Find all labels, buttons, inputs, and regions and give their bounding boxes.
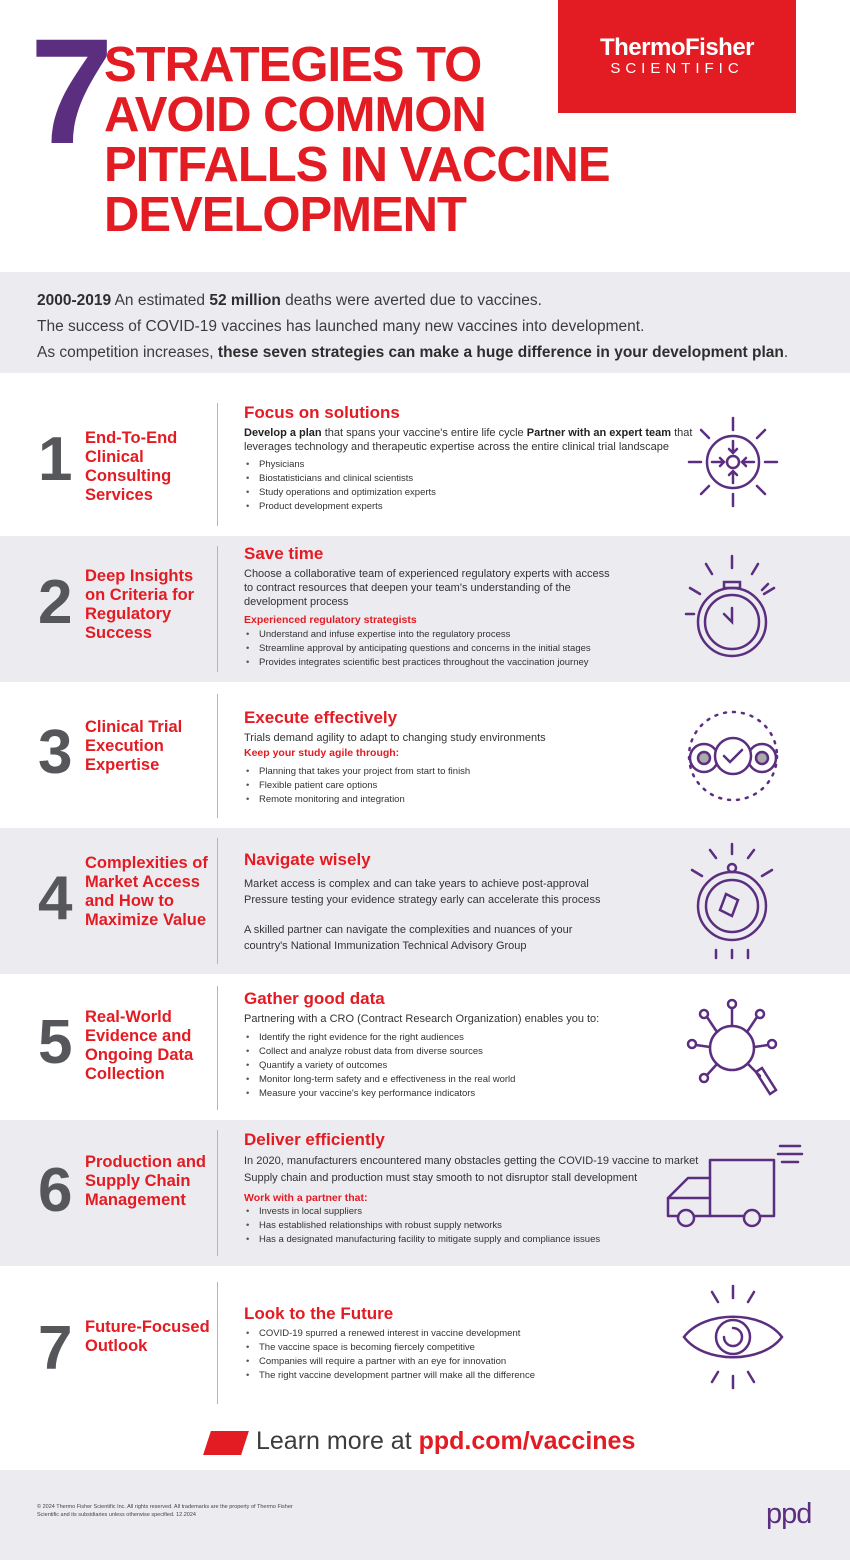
list-item: • Streamline approval by anticipating questions and concerns in the initial stages [244,642,694,656]
strategy-subheading: Keep your study agile through: [244,747,400,759]
list-item: • Identify the right evidence for the right audiences [244,1031,699,1045]
list-item: • Provides integrates scientific best practices throughout the vaccination journey [244,656,694,670]
strategy-name: Complexities of Market Access and How to Maximize Value [85,854,208,929]
strategy-section-4 [0,828,850,974]
strategy-heading: Look to the Future [244,1304,394,1323]
list-item: • Remote monitoring and integration [244,793,699,807]
red-accent-bar [203,1431,249,1455]
strategy-name: Production and Supply Chain Management [85,1153,206,1209]
strategy-heading: Deliver efficiently [244,1130,385,1149]
bullet-list [244,1327,699,1383]
strategy-section-5 [0,974,850,1120]
strategy-name: End-To-End Clinical Consulting Services [85,429,178,504]
strategy-body [244,544,694,670]
list-item: • Study operations and optimization experts [244,486,699,500]
magnifier-network-icon [686,996,782,1106]
strategy-body [244,989,699,1101]
strategy-body [244,403,699,514]
strategy-heading: Focus on solutions [244,403,400,422]
list-item: • Monitor long-term safety and e effectiveness in the real world [244,1073,699,1087]
strategy-name: Future-Focused Outlook [85,1318,210,1355]
strategy-number: 4 [38,864,73,933]
strategy-heading: Gather good data [244,989,385,1008]
strategy-section-2 [0,536,850,682]
list-item: • COVID-19 spurred a renewed interest in vaccine development [244,1327,699,1341]
intro-line-2: The success of COVID-19 vaccines has launched many new vaccines into development. [37,318,645,335]
strategy-name: Deep Insights on Criteria for Regulatory Success [85,567,195,642]
page-title: STRATEGIES TO AVOID COMMON PITFALLS IN VACCINE DEVELOPMENT [104,38,610,242]
bullet-list [244,765,699,807]
divider [217,1282,218,1404]
strategy-text: Partnering with a CRO (Contract Research Organization) enables you to: [244,1013,600,1025]
strategy-text: Market access is complex and can take years to achieve post-approval Pressure testing your evidence strategy early can accelerate this process [244,878,601,906]
gears-check-icon [680,708,786,804]
target-focus-icon [684,413,782,511]
divider [217,986,218,1110]
intro-band [0,272,850,373]
list-item: • Companies will require a partner with an eye for innovation [244,1355,699,1369]
strategy-number: 5 [38,1008,73,1077]
list-item: • Understand and infuse expertise into the regulatory process [244,628,694,642]
bullet-list [244,1031,699,1101]
delivery-truck-icon [664,1142,804,1234]
learn-more-text: Learn more at ppd.com/vaccines [256,1427,636,1455]
strategy-body [244,708,699,807]
ppd-logo[interactable]: ppd [766,1498,812,1530]
list-item: • Quantify a variety of outcomes [244,1059,699,1073]
intro-line-1: 2000-2019 An estimated 52 million deaths were averted due to vaccines. [37,292,542,309]
list-item: • Product development experts [244,500,699,514]
intro-line-3: As competition increases, these seven strategies can make a huge difference in your development plan. [37,344,789,361]
strategy-text: Develop a plan that spans your vaccine's entire life cycle Partner with an expert team that leverages technology and therapeutic expertise across the entire clinical trial landscape [244,427,693,453]
divider [217,1130,218,1256]
legal-text: © 2024 Thermo Fisher Scientific Inc. All rights reserved. All trademarks are the property of Thermo Fisher Scientific and its subsidiaries unless otherwise specified. 12.2024 [37,1504,293,1518]
list-item: • Measure your vaccine's key performance indicators [244,1087,699,1101]
list-item: • Flexible patient care options [244,779,699,793]
strategy-number: 3 [38,718,73,787]
list-item: • Invests in local suppliers [244,1205,704,1219]
strategy-heading: Navigate wisely [244,850,371,869]
learn-more-banner [0,1410,850,1470]
strategy-name: Real-World Evidence and Ongoing Data Collection [85,1008,194,1083]
strategy-text-2: A skilled partner can navigate the complexities and nuances of your country's National Immunization Technical Advisory Group [244,924,573,952]
divider [217,694,218,818]
list-item: • Planning that takes your project from start to finish [244,765,699,779]
strategy-text: In 2020, manufacturers encountered many obstacles getting the COVID-19 vaccine to market Supply chain and production must stay smooth to not disruptor stall development [244,1155,699,1184]
big-number: 7 [30,7,114,175]
logo-wordmark: ThermoFisher [599,34,755,61]
list-item: • Has a designated manufacturing facility to mitigate supply and compliance issues [244,1233,704,1247]
divider [217,838,218,964]
list-item: • The right vaccine development partner will make all the difference [244,1369,699,1383]
list-item: • The vaccine space is becoming fiercely competitive [244,1341,699,1355]
list-item: • Physicians [244,458,699,472]
footer [0,1470,850,1560]
strategy-section-1 [0,373,850,536]
bullet-list [244,1205,704,1247]
list-item: • Biostatisticians and clinical scientists [244,472,699,486]
strategy-heading: Save time [244,544,324,563]
list-item: • Has established relationships with robust supply networks [244,1219,704,1233]
bullet-list [244,458,699,514]
divider [217,403,218,526]
strategy-number: 1 [38,425,73,494]
strategy-body [244,1130,704,1247]
learn-more-link[interactable]: ppd.com/vaccines [418,1427,636,1455]
bullet-list [244,628,694,670]
strategy-text: Choose a collaborative team of experienced regulatory experts with access to contract resources that deepen your team's understanding of the development process [244,568,610,608]
logo-subtitle: SCIENTIFIC [610,60,744,77]
header [0,0,850,272]
thermo-fisher-logo[interactable] [558,0,796,113]
strategy-section-3 [0,682,850,828]
divider [217,546,218,672]
list-item: • Collect and analyze robust data from diverse sources [244,1045,699,1059]
strategy-body [244,1304,699,1383]
strategy-subheading: Experienced regulatory strategists [244,614,417,626]
strategy-body [244,850,604,954]
strategy-section-6 [0,1120,850,1266]
strategy-number: 2 [38,568,73,637]
strategy-number: 7 [38,1314,73,1383]
strategy-section-7 [0,1266,850,1410]
strategy-number: 6 [38,1156,73,1225]
eye-icon [678,1282,788,1392]
strategy-subheading: Work with a partner that: [244,1192,368,1204]
stopwatch-icon [684,552,780,664]
strategy-text: Trials demand agility to adapt to changing study environments [244,732,546,744]
strategy-heading: Execute effectively [244,708,398,727]
compass-icon [688,842,776,962]
strategy-name: Clinical Trial Execution Expertise [85,718,183,774]
